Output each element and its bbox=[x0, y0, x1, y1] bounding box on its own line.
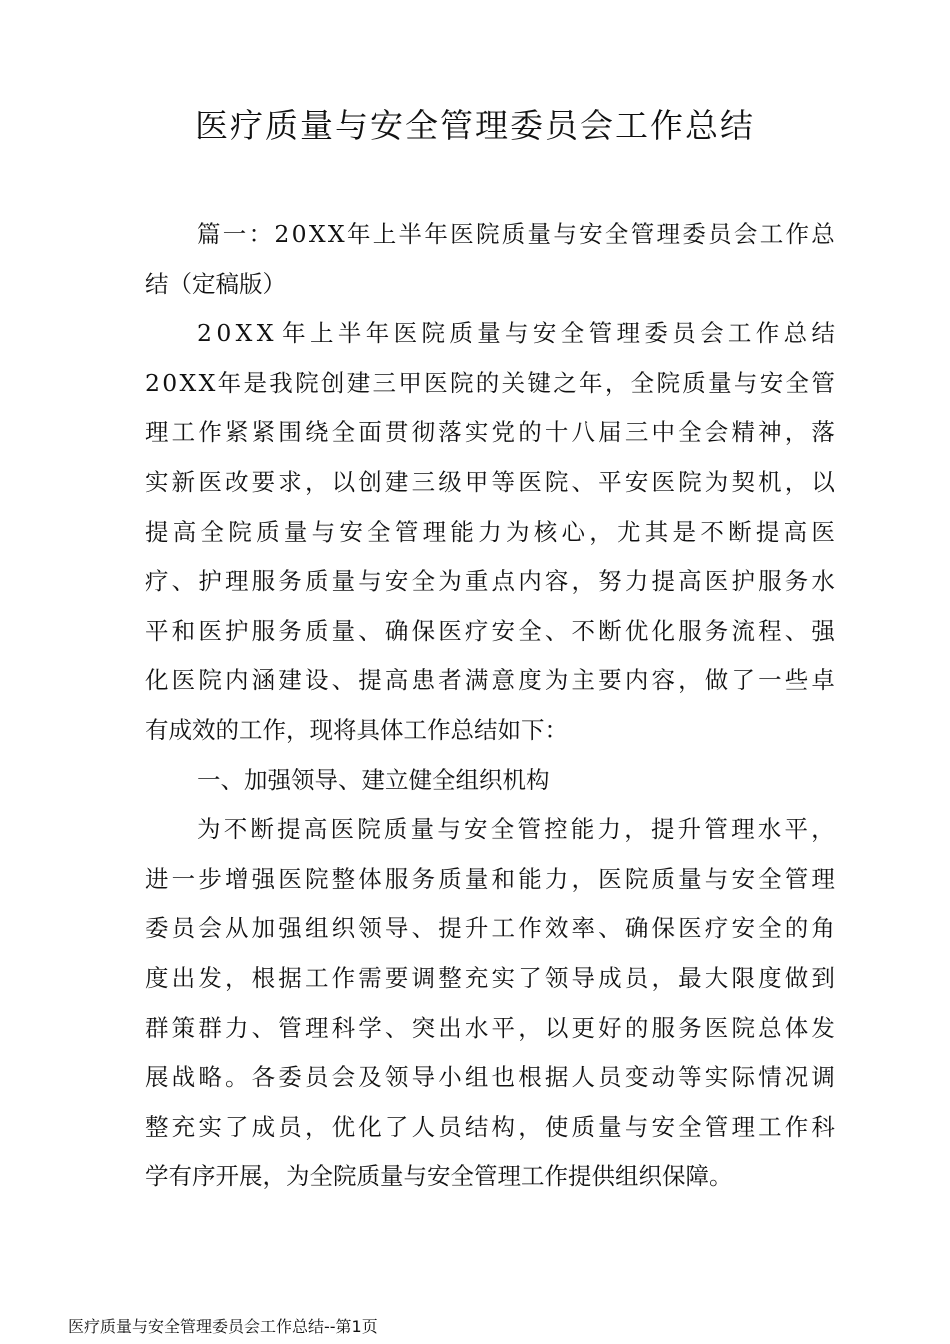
page-footer: 医疗质量与安全管理委员会工作总结--第1页 bbox=[68, 1317, 378, 1336]
text-line: 有成效的工作，现将具体工作总结如下： bbox=[145, 715, 568, 744]
text-line: 度 出 发 ， 根 据 工 作 需 要 调 整 充 实 了 领 导 成 员 ， 最 大 限 度 做 到 bbox=[145, 963, 835, 992]
text-line: 为 不 断 提 高 医 院 质 量 与 安 全 管 控 能 力 ， 提 升 管 理 水 平 ， bbox=[197, 815, 835, 844]
text-line: 进 一 步 增 强 医 院 整 体 服 务 质 量 和 能 力 ， 医 院 质 量 与 安 全 管 理 bbox=[145, 864, 835, 893]
text-line: 提 高 全 院 质 量 与 安 全 管 理 能 力 为 核 心 ， 尤 其 是 不 断 提 高 医 bbox=[145, 517, 835, 546]
text-line: 理 工 作 紧 紧 围 绕 全 面 贯 彻 落 实 党 的 十 八 届 三 中 全 会 精 神 ， 落 bbox=[145, 418, 835, 447]
text-line: 2 0 X X 年 是 我 院 创 建 三 甲 医 院 的 关 键 之 年 ， 全 院 质 量 与 安 全 管 bbox=[145, 368, 835, 397]
text-line: 实 新 医 改 要 求 ， 以 创 建 三 级 甲 等 医 院 、 平 安 医 院 为 契 机 ， 以 bbox=[145, 467, 835, 496]
text-line: 结（定稿版） bbox=[145, 269, 286, 298]
text-line: 委 员 会 从 加 强 组 织 领 导 、 提 升 工 作 效 率 、 确 保 医 疗 安 全 的 角 bbox=[145, 914, 835, 943]
text-line: 群 策 群 力 、 管 理 科 学 、 突 出 水 平 ， 以 更 好 的 服 务 医 院 总 体 发 bbox=[145, 1013, 835, 1042]
text-line: 平 和 医 护 服 务 质 量 、 确 保 医 疗 安 全 、 不 断 优 化 服 务 流 程 、 强 bbox=[145, 616, 835, 645]
text-line: 展 战 略 。 各 委 员 会 及 领 导 小 组 也 根 据 人 员 变 动 等 实 际 情 况 调 bbox=[145, 1063, 835, 1092]
section-heading: 一、加强领导、建立健全组织机构 bbox=[197, 765, 550, 794]
text-line: 学有序开展，为全院质量与安全管理工作提供组织保障。 bbox=[145, 1162, 733, 1191]
document-title: 医疗质量与安全管理委员会工作总结 bbox=[195, 106, 755, 145]
text-line: 整 充 实 了 成 员 ， 优 化 了 人 员 结 构 ， 使 质 量 与 安 全 管 理 工 作 科 bbox=[145, 1112, 835, 1141]
text-line: 篇 一 ： 2 0 X X 年 上 半 年 医 院 质 量 与 安 全 管 理 委 员 会 工 作 总 bbox=[197, 220, 835, 248]
document-body bbox=[145, 210, 835, 1202]
text-line: 疗 、 护 理 服 务 质 量 与 安 全 为 重 点 内 容 ， 努 力 提 高 医 护 服 务 水 bbox=[145, 567, 835, 596]
text-line: 2 0 X X 年 上 半 年 医 院 质 量 与 安 全 管 理 委 员 会 工 作 总 结 bbox=[197, 319, 835, 348]
text-line: 化 医 院 内 涵 建 设 、 提 高 患 者 满 意 度 为 主 要 内 容 ， 做 了 一 些 卓 bbox=[145, 666, 835, 695]
